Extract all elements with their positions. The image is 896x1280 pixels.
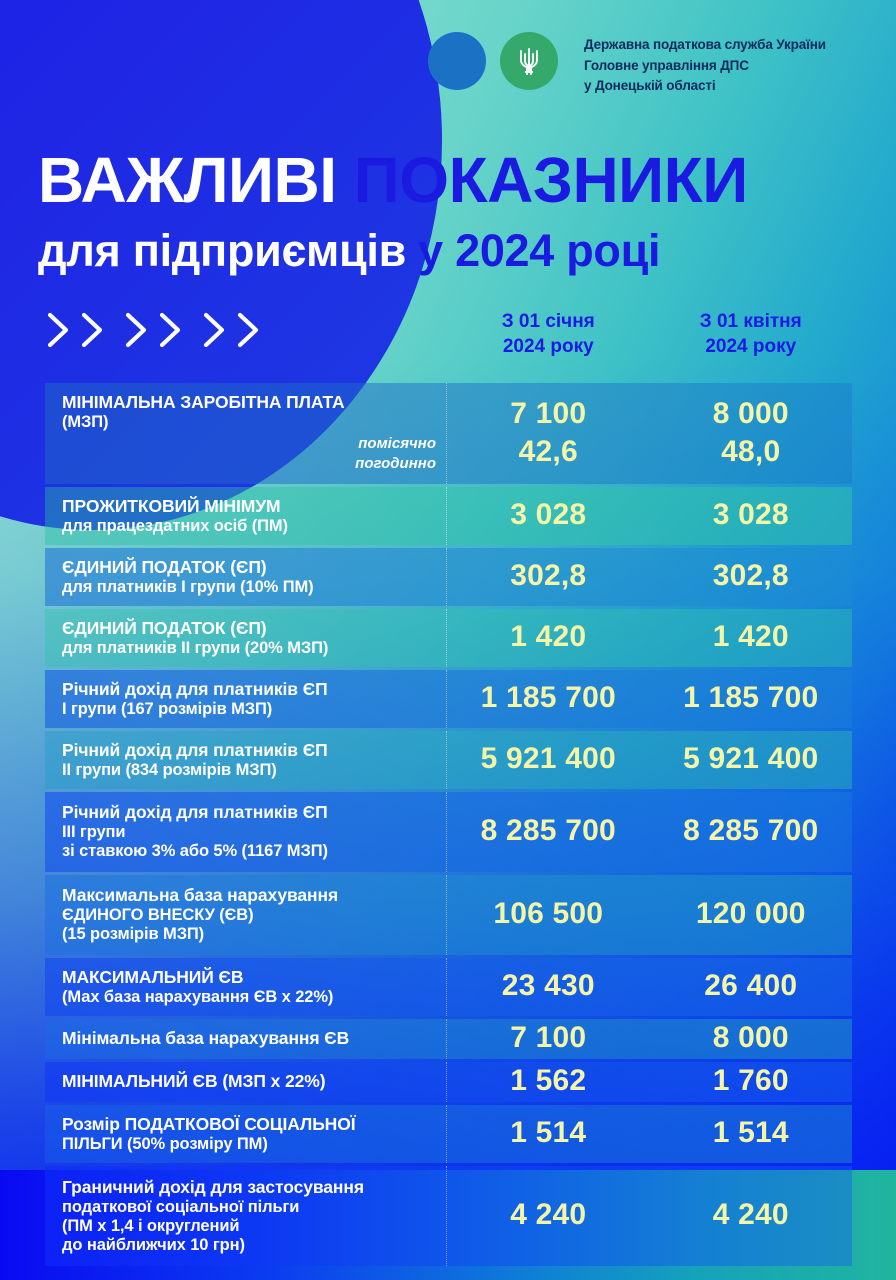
row-value-april bbox=[650, 383, 853, 484]
row-value-january: 1 562 bbox=[510, 1064, 587, 1098]
row-value-january: 1 185 700 bbox=[480, 681, 616, 715]
row-label-main: МАКСИМАЛЬНИЙ ЄВ bbox=[62, 966, 244, 987]
table-row bbox=[45, 1105, 852, 1163]
row-label-sub: II групи (834 розмірів МЗП) bbox=[62, 760, 277, 779]
row-label-main: Річний дохід для платників ЄП bbox=[62, 802, 328, 822]
row-label-main: МІНІМАЛЬНИЙ ЄВ (МЗП х 22%) bbox=[62, 1071, 326, 1091]
row-notes bbox=[62, 434, 436, 475]
title-word-vazhlyvi: ВАЖЛИВІ bbox=[38, 144, 337, 216]
table-row bbox=[45, 670, 852, 728]
row-label bbox=[45, 383, 447, 484]
row-label-sub: для платників II групи (20% МЗП) bbox=[62, 638, 329, 657]
value-monthly-jan: 7 100 bbox=[510, 397, 587, 431]
table-row bbox=[45, 731, 852, 789]
chevron-right-icon bbox=[234, 308, 264, 352]
col-apr-line2: 2024 року bbox=[705, 335, 797, 357]
row-label-main: Граничний дохід для застосування bbox=[62, 1176, 364, 1197]
chevron-group bbox=[200, 308, 264, 352]
row-value-april: 3 028 bbox=[712, 498, 789, 532]
row-label-main: Річний дохід для платників ЄП bbox=[62, 678, 328, 699]
col-apr-line1: З 01 квітня bbox=[699, 311, 802, 332]
row-value-january bbox=[447, 383, 650, 484]
chevron-right-icon bbox=[156, 308, 186, 352]
org-line-3: у Донецькій області bbox=[584, 78, 716, 94]
row-label-main: МІНІМАЛЬНА ЗАРОБІТНА ПЛАТА bbox=[62, 392, 345, 412]
row-label-sub: для платників I групи (10% ПМ) bbox=[62, 577, 314, 596]
row-label-main: Розмір ПОДАТКОВОЇ СОЦІАЛЬНОЇ bbox=[62, 1113, 356, 1134]
row-value-april: 8 285 700 bbox=[683, 814, 819, 848]
row-label-sub: податкової соціальної пільги bbox=[62, 1197, 300, 1216]
table-row bbox=[45, 1019, 852, 1059]
indicators-table bbox=[45, 383, 852, 1266]
column-header-april bbox=[650, 310, 853, 359]
table-row bbox=[45, 1062, 852, 1102]
value-hourly-apr: 48,0 bbox=[721, 434, 781, 468]
table-row bbox=[45, 383, 852, 484]
row-value-april: 1 760 bbox=[712, 1064, 789, 1098]
row-value-april: 1 185 700 bbox=[683, 681, 819, 715]
row-label bbox=[45, 792, 447, 872]
row-label-sub3: до найближчих 10 грн) bbox=[62, 1235, 245, 1254]
chevron-right-icon bbox=[78, 308, 108, 352]
row-value-april: 1 420 bbox=[712, 620, 789, 654]
table-row bbox=[45, 1166, 852, 1266]
row-value-january: 1 514 bbox=[510, 1116, 587, 1150]
table-row bbox=[45, 548, 852, 606]
row-label bbox=[45, 958, 447, 1016]
row-label bbox=[45, 875, 447, 955]
row-label-sub2: зі ставкою 3% або 5% (1167 МЗП) bbox=[62, 842, 328, 860]
row-value-april: 1 514 bbox=[712, 1116, 789, 1150]
row-label-main: ЄДИНИЙ ПОДАТОК (ЄП) bbox=[62, 617, 267, 638]
chevron-decoration bbox=[44, 308, 264, 352]
chevron-group bbox=[122, 308, 186, 352]
column-header-january bbox=[447, 310, 650, 359]
organization-name bbox=[584, 32, 826, 97]
row-label bbox=[45, 1166, 447, 1266]
value-monthly-apr: 8 000 bbox=[712, 397, 789, 431]
row-value-january: 1 420 bbox=[510, 620, 587, 654]
row-value-january: 8 285 700 bbox=[480, 814, 616, 848]
col-jan-line2: 2024 року bbox=[502, 335, 594, 357]
row-label bbox=[45, 731, 447, 789]
row-value-january: 4 240 bbox=[510, 1198, 587, 1232]
table-row bbox=[45, 792, 852, 872]
table-column-headers bbox=[447, 310, 852, 359]
row-value-april: 26 400 bbox=[704, 969, 798, 1003]
col-jan-line1: З 01 січня bbox=[501, 311, 595, 332]
title-year: у 2024 році bbox=[418, 225, 661, 276]
row-label-sub: (Мах база нарахування ЄВ х 22%) bbox=[62, 987, 334, 1006]
value-hourly-jan: 42,6 bbox=[518, 434, 578, 468]
table-row bbox=[45, 487, 852, 545]
row-label bbox=[45, 1105, 447, 1163]
row-value-january: 302,8 bbox=[510, 559, 587, 593]
row-label bbox=[45, 1019, 447, 1059]
table-row bbox=[45, 875, 852, 955]
chevron-right-icon bbox=[44, 308, 74, 352]
chevron-right-icon bbox=[122, 308, 152, 352]
blue-circle-icon bbox=[428, 32, 486, 90]
organization-logo-block bbox=[428, 32, 826, 97]
row-value-january: 3 028 bbox=[510, 498, 587, 532]
org-line-1: Державна податкова служба України bbox=[584, 37, 826, 52]
row-label-main: Максимальна база нарахування bbox=[62, 885, 339, 905]
title-subject: для підприємців bbox=[38, 225, 406, 276]
row-label-main: ПРОЖИТКОВИЙ МІНІМУМ bbox=[62, 495, 281, 516]
row-label bbox=[45, 487, 447, 545]
chevron-right-icon bbox=[200, 308, 230, 352]
row-value-april: 8 000 bbox=[712, 1021, 789, 1055]
row-label-sub: (МЗП) bbox=[62, 413, 109, 431]
row-label bbox=[45, 670, 447, 728]
row-label-main: ЄДИНИЙ ПОДАТОК (ЄП) bbox=[62, 556, 267, 577]
title-line-1 bbox=[0, 144, 896, 216]
row-label-main: Мінімальна база нарахування ЄВ bbox=[62, 1028, 350, 1048]
row-value-january: 7 100 bbox=[510, 1021, 587, 1055]
row-value-april: 4 240 bbox=[712, 1198, 789, 1232]
org-line-2: Головне управління ДПС bbox=[584, 57, 749, 73]
row-value-january: 106 500 bbox=[493, 897, 604, 931]
chevron-group bbox=[44, 308, 108, 352]
row-label-sub2: (ПМ х 1,4 і округлений bbox=[62, 1216, 240, 1235]
row-value-april: 302,8 bbox=[712, 559, 789, 593]
row-note-monthly: помісячно bbox=[358, 435, 436, 452]
table-row bbox=[45, 609, 852, 667]
row-label-sub: ПІЛЬГИ (50% розміру ПМ) bbox=[62, 1134, 268, 1153]
row-label-sub: I групи (167 розмірів МЗП) bbox=[62, 699, 273, 718]
row-label bbox=[45, 548, 447, 606]
green-circle-trident-icon bbox=[500, 32, 558, 90]
row-label-sub: ЄДИНОГО ВНЕСКУ (ЄВ) bbox=[62, 906, 254, 924]
title-line-2 bbox=[0, 225, 896, 276]
title-word-pokaznyky: ПОКАЗНИКИ bbox=[353, 144, 748, 216]
row-note-hourly: погодинно bbox=[355, 455, 436, 473]
row-value-april: 5 921 400 bbox=[683, 742, 819, 776]
row-value-january: 23 430 bbox=[501, 969, 595, 1003]
row-label-main: Річний дохід для платників ЄП bbox=[62, 739, 328, 760]
page-title bbox=[0, 144, 896, 276]
table-row bbox=[45, 958, 852, 1016]
row-label-sub2: (15 розмірів МЗП) bbox=[62, 925, 205, 943]
row-value-january: 5 921 400 bbox=[480, 742, 616, 776]
row-label-sub: III групи bbox=[62, 823, 126, 841]
row-label bbox=[45, 609, 447, 667]
row-label bbox=[45, 1062, 447, 1102]
row-value-april: 120 000 bbox=[695, 897, 806, 931]
row-label-sub: для працездатних осіб (ПМ) bbox=[62, 516, 288, 535]
